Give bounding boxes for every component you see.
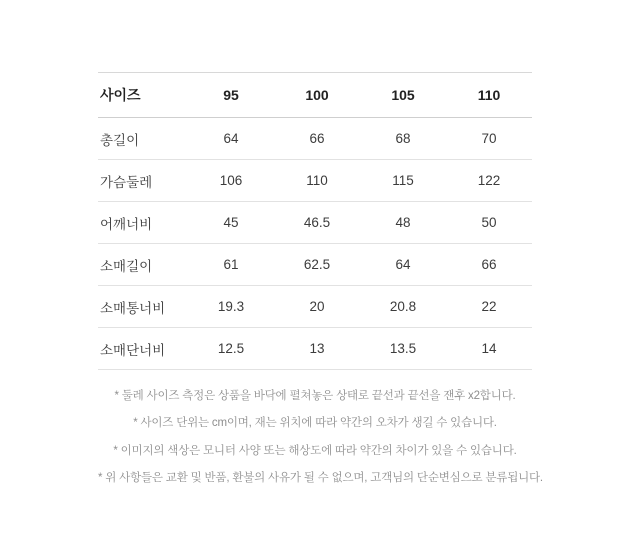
table-row xyxy=(98,160,532,202)
row-label-cuff-width: 소매단너비 xyxy=(98,328,188,370)
column-header-105: 105 xyxy=(360,73,446,118)
table-row xyxy=(98,118,532,160)
cell-sleeve-width-95: 19.3 xyxy=(188,286,274,328)
row-label-sleeve-length: 소매길이 xyxy=(98,244,188,286)
cell-cuff-width-100: 13 xyxy=(274,328,360,370)
notes-section xyxy=(98,382,543,493)
table-row xyxy=(98,244,532,286)
cell-sleeve-width-100: 20 xyxy=(274,286,360,328)
column-header-size-label: 사이즈 xyxy=(98,73,188,118)
cell-chest-100: 110 xyxy=(274,160,360,202)
cell-chest-110: 122 xyxy=(446,160,532,202)
row-label-total-length: 총길이 xyxy=(98,118,188,160)
cell-total-length-110: 70 xyxy=(446,118,532,160)
cell-chest-95: 106 xyxy=(188,160,274,202)
cell-shoulder-100: 46.5 xyxy=(274,202,360,244)
note-exchange-policy: * 위 사항들은 교환 및 반품, 환불의 사유가 될 수 없으며, 고객님의 단순변심으로 분류됩니다. xyxy=(98,472,543,485)
cell-cuff-width-110: 14 xyxy=(446,328,532,370)
note-unit: * 사이즈 단위는 cm이며, 재는 위치에 따라 약간의 오차가 생길 수 있습니다. xyxy=(133,417,497,430)
cell-sleeve-length-105: 64 xyxy=(360,244,446,286)
cell-sleeve-length-100: 62.5 xyxy=(274,244,360,286)
size-table-body xyxy=(98,118,532,370)
size-table xyxy=(98,72,532,370)
cell-total-length-105: 68 xyxy=(360,118,446,160)
note-measurement: * 둘레 사이즈 측정은 상품을 바닥에 펼쳐놓은 상태로 끝선과 끝선을 잰후 x2합니다. xyxy=(114,389,516,402)
size-table-container xyxy=(98,72,532,370)
cell-shoulder-105: 48 xyxy=(360,202,446,244)
cell-total-length-100: 66 xyxy=(274,118,360,160)
row-label-sleeve-width: 소매통너비 xyxy=(98,286,188,328)
cell-chest-105: 115 xyxy=(360,160,446,202)
cell-total-length-95: 64 xyxy=(188,118,274,160)
cell-shoulder-110: 50 xyxy=(446,202,532,244)
column-header-95: 95 xyxy=(188,73,274,118)
cell-sleeve-width-110: 22 xyxy=(446,286,532,328)
note-color: * 이미지의 색상은 모니터 사양 또는 해상도에 따라 약간의 차이가 있을 수 있습니다. xyxy=(113,444,517,457)
table-row xyxy=(98,202,532,244)
row-label-chest: 가슴둘레 xyxy=(98,160,188,202)
column-header-100: 100 xyxy=(274,73,360,118)
size-table-head xyxy=(98,73,532,118)
table-header-row xyxy=(98,73,532,118)
table-row xyxy=(98,286,532,328)
cell-shoulder-95: 45 xyxy=(188,202,274,244)
row-label-shoulder: 어깨너비 xyxy=(98,202,188,244)
cell-sleeve-length-95: 61 xyxy=(188,244,274,286)
cell-cuff-width-105: 13.5 xyxy=(360,328,446,370)
cell-sleeve-width-105: 20.8 xyxy=(360,286,446,328)
cell-cuff-width-95: 12.5 xyxy=(188,328,274,370)
table-row xyxy=(98,328,532,370)
cell-sleeve-length-110: 66 xyxy=(446,244,532,286)
column-header-110: 110 xyxy=(446,73,532,118)
